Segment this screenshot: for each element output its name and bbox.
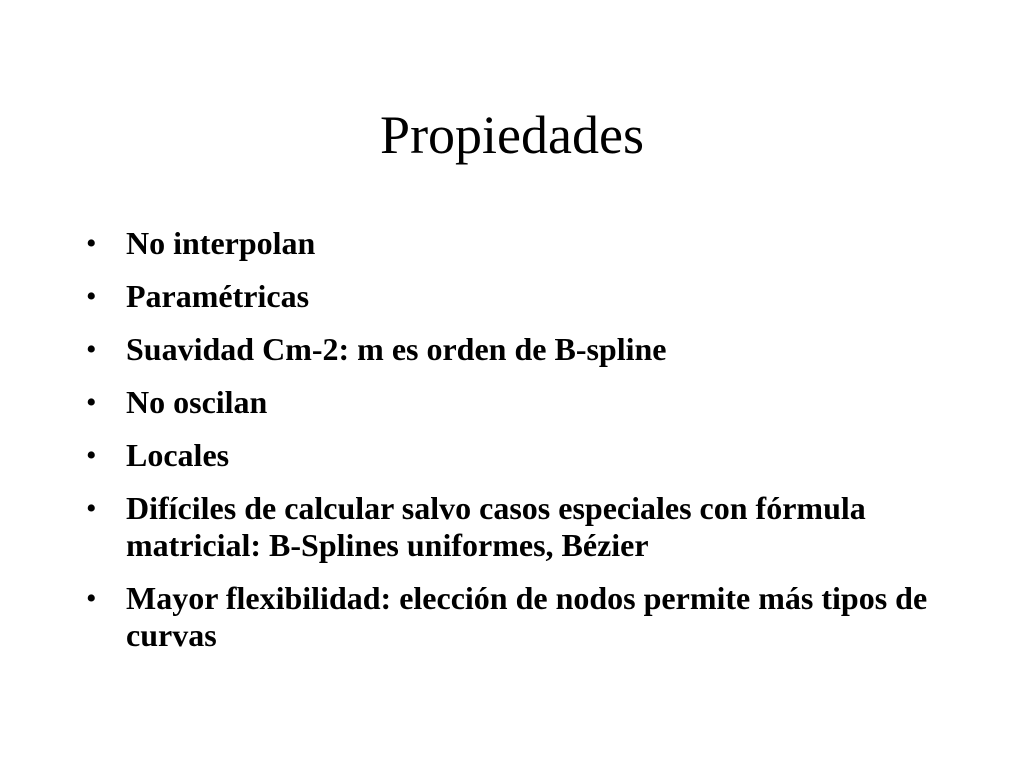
bullet-dot-icon: •: [86, 280, 97, 313]
bullet-dot-icon: •: [86, 333, 97, 366]
bullet-text: Suavidad Cm-2: m es orden de B-spline: [126, 331, 667, 367]
bullet-text: No oscilan: [126, 384, 268, 420]
bullet-dot-icon: •: [86, 386, 97, 419]
bullet-item-suavidad: [86, 331, 966, 368]
bullet-dot-icon: •: [86, 227, 97, 260]
bullet-text: Paramétricas: [126, 278, 310, 314]
bullet-item-no-interpolan: [86, 225, 966, 262]
slide-title: Propiedades: [380, 105, 644, 165]
bullet-dot-icon: •: [86, 582, 97, 615]
bullet-item-no-oscilan: [86, 384, 966, 421]
bullet-text: Locales: [126, 437, 230, 473]
bullet-text: Mayor flexibilidad: elección de nodos permite más tipos de curvas: [126, 580, 928, 653]
bullet-list: [86, 225, 966, 670]
bullet-text: No interpolan: [126, 225, 316, 261]
bullet-item-parametricas: [86, 278, 966, 315]
bullet-item-dificiles: [86, 490, 966, 564]
bullet-item-locales: [86, 437, 966, 474]
bullet-text: Difíciles de calcular salvo casos especiales con fórmula matricial: B-Splines uniformes, Bézier: [126, 490, 866, 563]
bullet-dot-icon: •: [86, 439, 97, 472]
bullet-item-flexibilidad: [86, 580, 966, 654]
bullet-dot-icon: •: [86, 492, 97, 525]
